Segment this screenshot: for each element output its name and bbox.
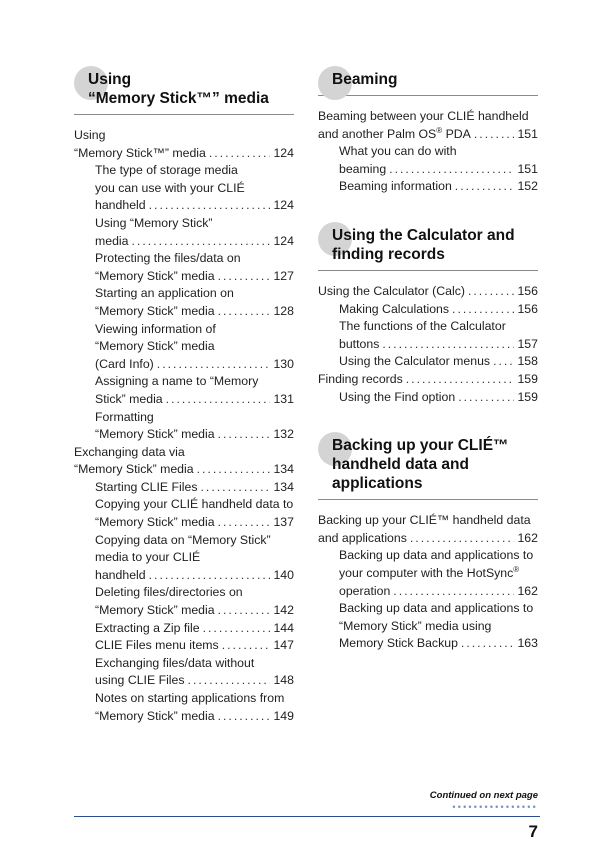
dot-leader bbox=[201, 479, 271, 497]
page-ref[interactable]: 149 bbox=[273, 708, 294, 723]
toc-entry-line bbox=[339, 353, 538, 371]
toc-entry-text: Copying your CLIÉ handheld data to bbox=[95, 497, 294, 512]
toc-entry-line bbox=[95, 391, 294, 409]
section-heading bbox=[318, 430, 538, 500]
toc-entry-text: “Memory Stick” media bbox=[74, 462, 194, 477]
toc-entry-text: buttons bbox=[339, 336, 380, 351]
page-ref[interactable]: 159 bbox=[517, 389, 538, 404]
page-ref[interactable]: 148 bbox=[273, 673, 294, 688]
toc-entry-text: “Memory Stick” media bbox=[95, 515, 215, 530]
toc-entry[interactable] bbox=[318, 143, 538, 178]
page-ref[interactable]: 130 bbox=[273, 356, 294, 371]
toc-entry[interactable] bbox=[74, 532, 294, 585]
toc-entry-text: Starting CLIE Files bbox=[95, 479, 198, 494]
section-title: Using “Memory Stick™” media bbox=[88, 71, 269, 107]
toc-entry[interactable] bbox=[74, 321, 294, 374]
dot-leader bbox=[132, 233, 271, 251]
toc-entry[interactable] bbox=[74, 285, 294, 320]
toc-entry-line bbox=[339, 389, 538, 407]
toc-entry-text: and applications bbox=[318, 530, 407, 545]
page-ref[interactable]: 156 bbox=[517, 301, 538, 316]
toc-entry-text: “Memory Stick” media bbox=[95, 303, 215, 318]
toc-entry-text: What you can do with bbox=[339, 144, 457, 159]
toc-entry-text: “Memory Stick” media using bbox=[339, 618, 492, 633]
toc-entry-text: Using “Memory Stick” bbox=[95, 215, 213, 230]
toc-entry[interactable] bbox=[318, 301, 538, 319]
toc-entry-line bbox=[318, 126, 538, 144]
toc-entry[interactable] bbox=[74, 215, 294, 250]
toc-right-column bbox=[318, 64, 538, 677]
dot-leader bbox=[382, 336, 514, 354]
toc-entry[interactable] bbox=[318, 178, 538, 196]
dot-leader bbox=[218, 303, 271, 321]
toc-entry-text: Viewing information of bbox=[95, 321, 216, 336]
page-ref[interactable]: 151 bbox=[517, 126, 538, 141]
toc-entry[interactable] bbox=[74, 162, 294, 215]
toc-entry-line bbox=[95, 708, 294, 726]
dot-leader bbox=[218, 514, 271, 532]
toc-entry-text: Making Calculations bbox=[339, 301, 450, 316]
toc-entry-line bbox=[339, 336, 538, 354]
dot-leader bbox=[393, 583, 514, 601]
dot-leader bbox=[468, 283, 515, 301]
page-ref[interactable]: 124 bbox=[273, 198, 294, 213]
page-ref[interactable]: 137 bbox=[273, 515, 294, 530]
toc-entry-line bbox=[95, 197, 294, 215]
section-heading bbox=[318, 64, 538, 96]
toc-entry-text: Starting an application on bbox=[95, 286, 234, 301]
toc-entry-text: beaming bbox=[339, 161, 387, 176]
page-ref[interactable]: 162 bbox=[517, 530, 538, 545]
page-ref[interactable]: 163 bbox=[517, 636, 538, 651]
toc-entry-text: Backing up data and applications to bbox=[339, 548, 534, 563]
toc-entry-text: Protecting the files/data on bbox=[95, 251, 241, 266]
toc-entry[interactable] bbox=[74, 409, 294, 444]
dot-leader bbox=[197, 461, 271, 479]
toc-entry-text: “Memory Stick” media bbox=[95, 427, 215, 442]
toc-entry-line bbox=[95, 356, 294, 374]
toc-entry-line bbox=[339, 635, 538, 653]
dot-leader bbox=[452, 301, 514, 319]
toc-entry-text: Extracting a Zip file bbox=[95, 620, 200, 635]
toc-entry-text: media bbox=[95, 233, 129, 248]
page-ref[interactable]: 140 bbox=[273, 567, 294, 582]
page-ref[interactable]: 134 bbox=[273, 462, 294, 477]
toc-entry[interactable] bbox=[318, 371, 538, 389]
toc-entry[interactable] bbox=[74, 444, 294, 479]
toc-entry[interactable] bbox=[318, 283, 538, 301]
dot-leader bbox=[209, 145, 271, 163]
toc-entry[interactable] bbox=[318, 600, 538, 653]
dot-leader bbox=[218, 602, 271, 620]
toc-entry-line bbox=[95, 672, 294, 690]
toc-entry-text: “Memory Stick” media bbox=[95, 339, 215, 354]
toc-entry-line bbox=[95, 233, 294, 251]
toc-entry-text: Deleting files/directories on bbox=[95, 585, 243, 600]
toc-entry-text: handheld bbox=[95, 567, 146, 582]
dot-leader bbox=[455, 178, 515, 196]
toc-entry-text: operation bbox=[339, 583, 391, 598]
page-ref[interactable]: 158 bbox=[517, 354, 538, 369]
section-heading bbox=[318, 220, 538, 271]
toc-section bbox=[318, 430, 538, 653]
toc-entry-line bbox=[339, 301, 538, 319]
page-ref[interactable]: 134 bbox=[273, 479, 294, 494]
dot-leader bbox=[222, 637, 271, 655]
toc-entry[interactable] bbox=[74, 127, 294, 162]
toc-entry[interactable] bbox=[74, 496, 294, 531]
toc-entry-line bbox=[339, 178, 538, 196]
toc-entry[interactable] bbox=[318, 389, 538, 407]
toc-entry-text: Exchanging files/data without bbox=[95, 655, 255, 670]
toc-entry-text: Using the Find option bbox=[339, 389, 456, 404]
toc-entry-text: Finding records bbox=[318, 371, 403, 386]
toc-entry-text: Assigning a name to “Memory bbox=[95, 374, 259, 389]
toc-entry-text: (Card Info) bbox=[95, 356, 154, 371]
toc-entry-text: Beaming information bbox=[339, 179, 452, 194]
dot-leader bbox=[474, 126, 515, 144]
dot-leader bbox=[410, 530, 515, 548]
section-title: Beaming bbox=[332, 71, 398, 88]
dot-leader bbox=[203, 620, 271, 638]
toc-entry-text: Formatting bbox=[95, 409, 154, 424]
toc-section bbox=[74, 64, 294, 725]
dot-leader bbox=[149, 197, 271, 215]
toc-entry[interactable] bbox=[74, 373, 294, 408]
continued-dots: •••••••••••••••• bbox=[452, 802, 538, 812]
toc-entry-text: using CLIE Files bbox=[95, 673, 185, 688]
toc-entry-line bbox=[95, 602, 294, 620]
toc-entry-line bbox=[95, 303, 294, 321]
toc-entry-text: “Memory Stick” media bbox=[95, 268, 215, 283]
toc-entry[interactable] bbox=[74, 584, 294, 619]
toc-entry-text: Exchanging data via bbox=[74, 444, 185, 459]
toc-entry-text: Stick” media bbox=[95, 391, 163, 406]
toc-entry[interactable] bbox=[74, 637, 294, 655]
toc-entry-line bbox=[95, 620, 294, 638]
toc-entry-text: Copying data on “Memory Stick” bbox=[95, 532, 271, 547]
toc-entry-text: Backing up data and applications to bbox=[339, 601, 534, 616]
page-ref[interactable]: 132 bbox=[273, 427, 294, 442]
toc-entry[interactable] bbox=[318, 547, 538, 600]
toc-section bbox=[318, 64, 538, 196]
toc-entry-line bbox=[95, 426, 294, 444]
page-ref[interactable]: 152 bbox=[517, 179, 538, 194]
page-ref[interactable]: 147 bbox=[273, 638, 294, 653]
toc-entry-text: media to your CLIÉ bbox=[95, 550, 201, 565]
toc-entry-text: Notes on starting applications from bbox=[95, 691, 285, 705]
dot-leader bbox=[458, 389, 514, 407]
page-ref[interactable]: 144 bbox=[273, 620, 294, 635]
dot-leader bbox=[218, 268, 271, 286]
toc-entry-text: The functions of the Calculator bbox=[339, 319, 506, 334]
footer-rule bbox=[74, 816, 540, 817]
continued-on-next-page: Continued on next page bbox=[429, 790, 538, 801]
toc-entry-text: Memory Stick Backup bbox=[339, 636, 458, 651]
page-ref[interactable]: 151 bbox=[517, 161, 538, 176]
toc-entry-line bbox=[95, 637, 294, 655]
toc-entry-line bbox=[95, 479, 294, 497]
toc-entry-text: “Memory Stick” media bbox=[95, 603, 215, 618]
page-ref[interactable]: 124 bbox=[273, 233, 294, 248]
section-heading bbox=[74, 64, 294, 115]
toc-section bbox=[318, 220, 538, 406]
dot-leader bbox=[157, 356, 271, 374]
dot-leader bbox=[218, 708, 271, 726]
toc-entry-text: Using the Calculator menus bbox=[339, 354, 491, 369]
toc-entry-line bbox=[74, 461, 294, 479]
toc-entry-text: The type of storage media bbox=[95, 163, 238, 178]
page-ref[interactable]: 162 bbox=[517, 583, 538, 598]
toc-entry[interactable] bbox=[74, 250, 294, 285]
dot-leader bbox=[149, 567, 271, 585]
dot-leader bbox=[188, 672, 271, 690]
toc-entry[interactable] bbox=[318, 108, 538, 143]
toc-entry-line bbox=[318, 371, 538, 389]
page-ref[interactable]: 124 bbox=[273, 145, 294, 160]
toc-entry-text: Using the Calculator (Calc) bbox=[318, 283, 465, 298]
toc-entry-text: handheld bbox=[95, 198, 146, 213]
toc-entry-line bbox=[339, 161, 538, 179]
toc-entry[interactable] bbox=[318, 512, 538, 547]
toc-entry[interactable] bbox=[74, 620, 294, 638]
toc-entry-text: Backing up your CLIÉ™ handheld data bbox=[318, 513, 531, 528]
toc-entry-text: you can use with your CLIÉ bbox=[95, 180, 245, 195]
page-ref[interactable]: 131 bbox=[273, 391, 294, 406]
section-title: Using the Calculator and finding records bbox=[332, 226, 515, 263]
toc-entry-line bbox=[95, 268, 294, 286]
dot-leader bbox=[493, 353, 514, 371]
dot-leader bbox=[166, 391, 271, 409]
toc-entry-line bbox=[339, 583, 538, 601]
dot-leader bbox=[218, 426, 271, 444]
toc-entry-text: Using bbox=[74, 128, 106, 142]
toc-left-column bbox=[74, 64, 294, 749]
toc-entry[interactable] bbox=[318, 318, 538, 353]
toc-entry-text: Beaming between your CLIÉ handheld bbox=[318, 109, 529, 123]
toc-entry-text: your computer with the HotSync® bbox=[339, 564, 520, 580]
toc-entry-line bbox=[95, 514, 294, 532]
section-title: Backing up your CLIÉ™ handheld data and applications bbox=[332, 437, 509, 493]
toc-entry-line bbox=[318, 283, 538, 301]
toc-entry[interactable] bbox=[74, 479, 294, 497]
toc-entry[interactable] bbox=[74, 690, 294, 725]
page-number: 7 bbox=[528, 822, 538, 841]
page-ref[interactable]: 127 bbox=[273, 268, 294, 283]
toc-entry-text: CLIE Files menu items bbox=[95, 638, 219, 653]
toc-entry[interactable] bbox=[318, 353, 538, 371]
toc-entry[interactable] bbox=[74, 655, 294, 690]
dot-leader bbox=[461, 635, 515, 653]
dot-leader bbox=[406, 371, 515, 389]
page-ref[interactable]: 142 bbox=[273, 603, 294, 618]
page-ref[interactable]: 128 bbox=[273, 303, 294, 318]
toc-entry-text: and another Palm OS® PDA bbox=[318, 125, 471, 141]
page-ref[interactable]: 156 bbox=[517, 283, 538, 298]
page-ref[interactable]: 159 bbox=[517, 371, 538, 386]
dot-leader bbox=[389, 161, 514, 179]
page-ref[interactable]: 157 bbox=[517, 336, 538, 351]
toc-entry-text: “Memory Stick” media bbox=[95, 708, 215, 723]
toc-entry-line bbox=[318, 530, 538, 548]
toc-entry-text: “Memory Stick™” media bbox=[74, 145, 206, 160]
toc-entry-line bbox=[95, 567, 294, 585]
toc-entry-line bbox=[74, 145, 294, 163]
